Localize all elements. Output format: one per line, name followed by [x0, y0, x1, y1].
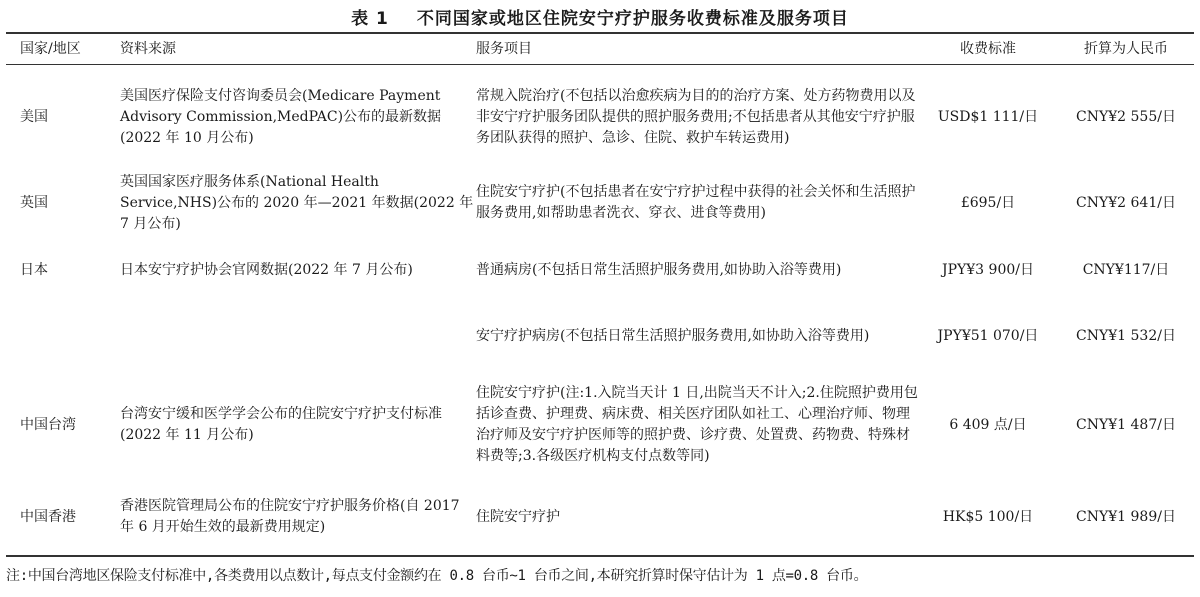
cell-source: 台湾安宁缓和医学学会公布的住院安宁疗护支付标准(2022 年 11 月公布) — [120, 406, 442, 443]
cell-service: 常规入院治疗(不包括以治愈疾病为目的的治疗方案、处方药物费用以及非安宁疗护服务团队提供的照护服务费用;不包括患者从其他安宁疗护服务团队获得的照护、急诊、住院、救护车转运费用) — [476, 87, 916, 146]
cell-country: 英国 — [20, 194, 48, 211]
cell-fee: JPY¥3 900/日 — [942, 261, 1034, 278]
header-fee: 收费标准 — [960, 41, 1016, 57]
table-title-line — [0, 4, 1200, 29]
bottom-rule — [6, 555, 1194, 557]
cell-source — [120, 314, 474, 358]
cell-service: 住院安宁疗护(不包括患者在安宁疗护过程中获得的社会关怀和生活照护服务费用,如帮助患者洗衣、穿衣、进食等费用) — [476, 184, 916, 221]
cell-cny: CNY¥2 555/日 — [1076, 108, 1176, 125]
cell-fee: 6 409 点/日 — [949, 416, 1027, 433]
table-title: 不同国家或地区住院安宁疗护服务收费标准及服务项目 — [416, 9, 849, 29]
header-cny: 折算为人民币 — [1084, 41, 1168, 57]
cell-source: 日本安宁疗护协会官网数据(2022 年 7 月公布) — [120, 261, 413, 278]
cell-fee: JPY¥51 070/日 — [937, 327, 1039, 344]
cell-country: 中国台湾 — [20, 416, 76, 433]
cell-cny: CNY¥1 532/日 — [1076, 327, 1176, 344]
cell-cny: CNY¥1 487/日 — [1076, 416, 1176, 433]
cell-country: 美国 — [20, 108, 48, 125]
cell-country: 日本 — [20, 261, 48, 278]
cell-source: 香港医院管理局公布的住院安宁疗护服务价格(自 2017 年 6 月开始生效的最新费用规定) — [120, 498, 460, 535]
cell-cny: CNY¥2 641/日 — [1076, 194, 1176, 211]
cell-source: 美国医疗保险支付咨询委员会(Medicare Payment Advisory Commission,MedPAC)公布的最新数据(2022 年 10 月公布) — [120, 87, 442, 146]
header-country: 国家/地区 — [20, 41, 81, 57]
cell-country — [20, 314, 120, 358]
cell-fee: HK$5 100/日 — [942, 508, 1034, 525]
table-footnote: 注:中国台湾地区保险支付标准中,各类费用以点数计,每点支付金额约在 0.8 台币~1 台币之间,本研究折算时保守估计为 1 点=0.8 台币。 — [6, 568, 868, 584]
cell-service: 住院安宁疗护(注:1.入院当天计 1 日,出院当天不计入;2.住院照护费用包括诊查费、护理费、病床费、相关医疗团队如社工、心理治疗师、物理治疗师及安宁疗护医师等的照护费、诊疗费、处置费、药物费、特殊材料费等;3.各级医疗机构支付点数等同) — [476, 385, 918, 464]
cell-service: 住院安宁疗护 — [476, 508, 560, 525]
cell-fee: USD$1 111/日 — [937, 108, 1039, 125]
cell-cny: CNY¥1 989/日 — [1076, 508, 1176, 525]
header-service: 服务项目 — [476, 41, 532, 57]
header-rule — [6, 64, 1194, 65]
cell-service: 安宁疗护病房(不包括日常生活照护服务费用,如协助入浴等费用) — [476, 327, 870, 344]
header-source: 资料来源 — [120, 41, 176, 57]
cell-service: 普通病房(不包括日常生活照护服务费用,如协助入浴等费用) — [476, 261, 842, 278]
cell-fee: £695/日 — [960, 194, 1016, 211]
cell-source: 英国国家医疗服务体系(National Health Service,NHS)公布的 2020 年—2021 年数据(2022 年 7 月公布) — [120, 173, 474, 232]
cell-country: 中国香港 — [20, 508, 76, 525]
table-number: 表 1 — [351, 9, 389, 29]
cell-cny: CNY¥117/日 — [1082, 261, 1170, 278]
